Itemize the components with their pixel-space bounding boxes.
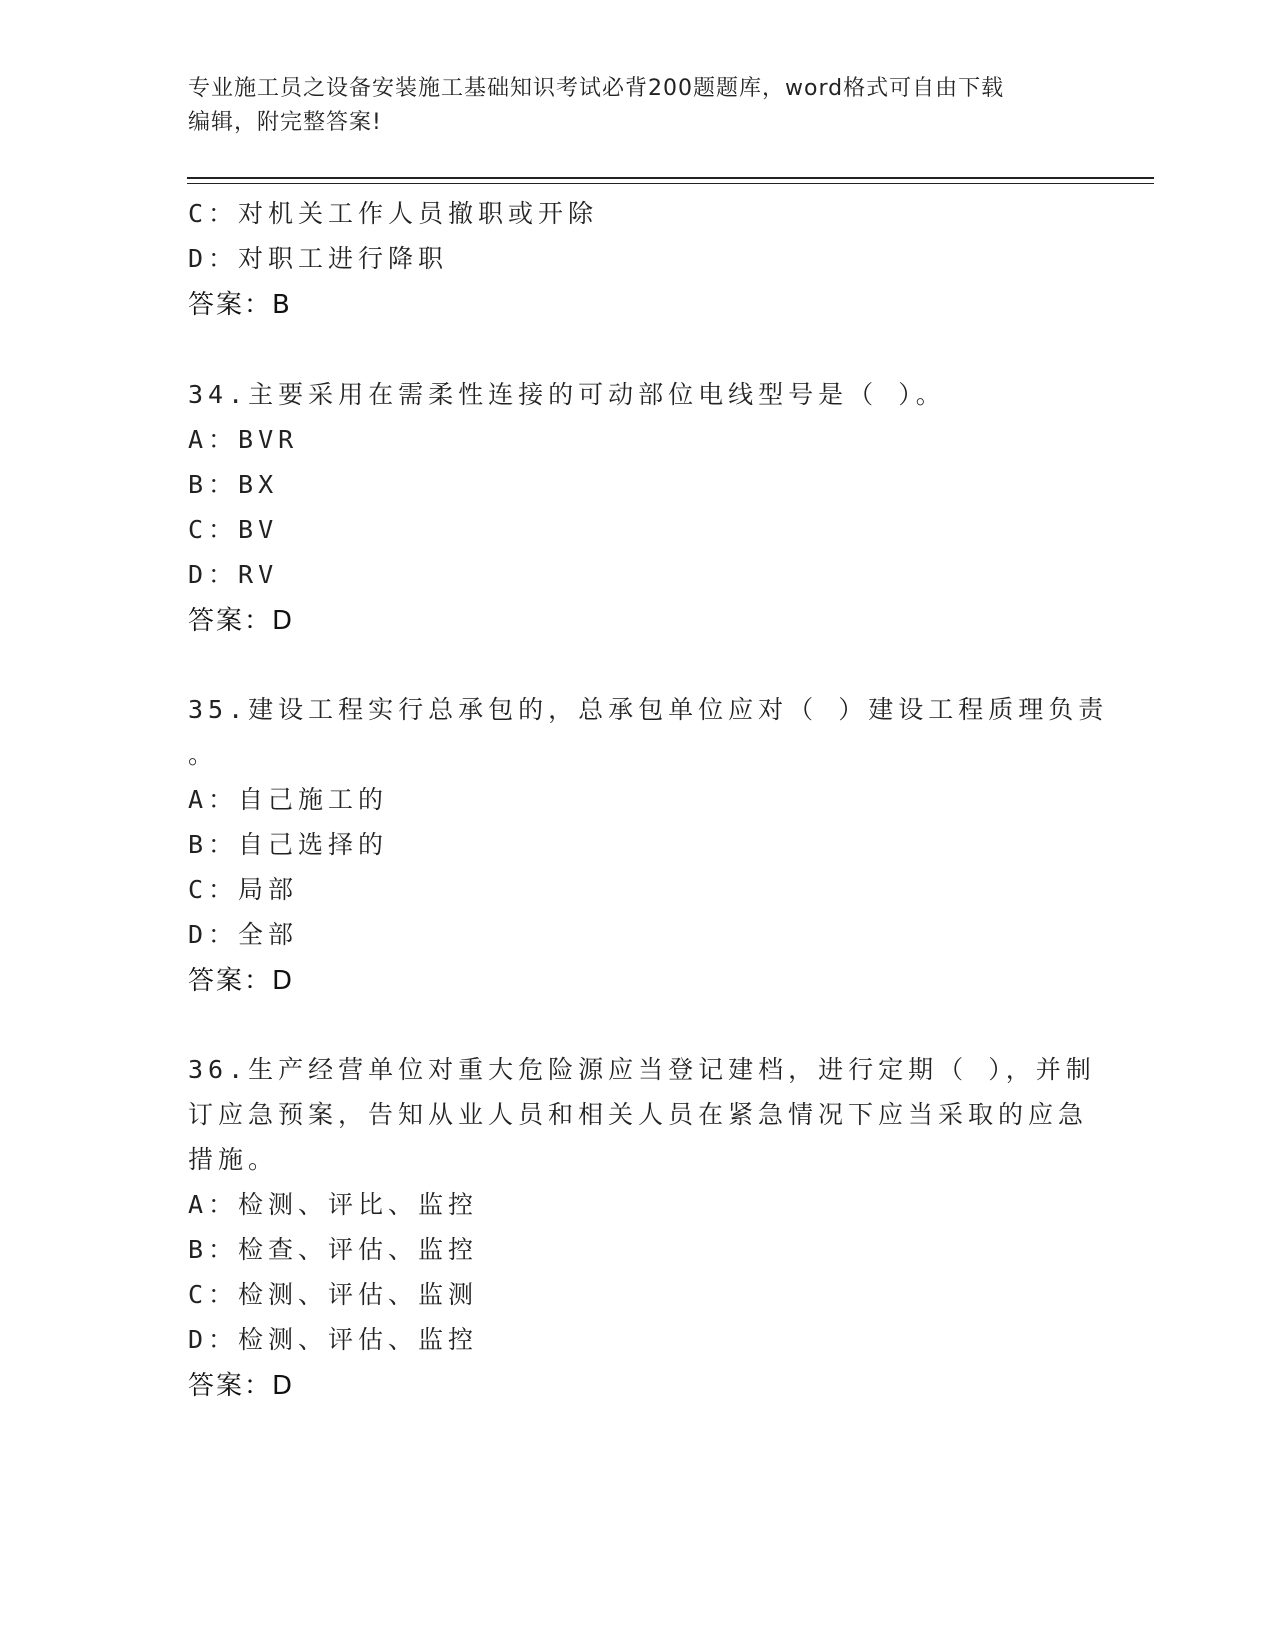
q35-option-a: A：自己施工的 — [188, 785, 389, 814]
q35-stem-line-1: 35.建设工程实行总承包的，总承包单位应对（ ）建设工程质理负责 — [188, 695, 1109, 724]
q35-option-c: C：局部 — [188, 875, 299, 904]
q36-option-b: B：检查、评估、监控 — [188, 1235, 479, 1264]
q34-answer: 答案：D — [188, 606, 295, 636]
q33-option-c: C：对机关工作人员撤职或开除 — [188, 199, 599, 228]
q33-answer: 答案：B — [188, 290, 292, 320]
q35-stem-line-2: 。 — [188, 740, 219, 769]
header-line-2: 编辑，附完整答案! — [188, 110, 382, 135]
q35-option-d: D：全部 — [188, 920, 299, 949]
header-line-1: 专业施工员之设备安装施工基础知识考试必背200题题库，word格式可自由下载 — [188, 76, 1005, 101]
header-divider-thin — [187, 183, 1154, 184]
q35-option-b: B：自己选择的 — [188, 830, 389, 859]
q36-stem-line-3: 措施。 — [188, 1145, 279, 1174]
q34-option-d: D：RV — [188, 560, 279, 589]
q36-answer: 答案：D — [188, 1371, 295, 1401]
q36-option-c: C：检测、评估、监测 — [188, 1280, 479, 1309]
q35-answer: 答案：D — [188, 966, 295, 996]
q34-stem: 34.主要采用在需柔性连接的可动部位电线型号是（ ）。 — [188, 380, 946, 409]
document-header — [188, 72, 1068, 140]
q34-option-b: B：BX — [188, 470, 279, 499]
q36-option-a: A：检测、评比、监控 — [188, 1190, 479, 1219]
q33-option-d: D：对职工进行降职 — [188, 244, 449, 273]
q36-stem-line-1: 36.生产经营单位对重大危险源应当登记建档，进行定期（ ），并制 — [188, 1055, 1096, 1084]
q36-stem-line-2: 订应急预案，告知从业人员和相关人员在紧急情况下应当采取的应急 — [188, 1100, 1089, 1129]
q36-option-d: D：检测、评估、监控 — [188, 1325, 479, 1354]
q34-option-c: C：BV — [188, 515, 279, 544]
q34-option-a: A：BVR — [188, 425, 299, 454]
header-divider-thick — [187, 177, 1154, 179]
